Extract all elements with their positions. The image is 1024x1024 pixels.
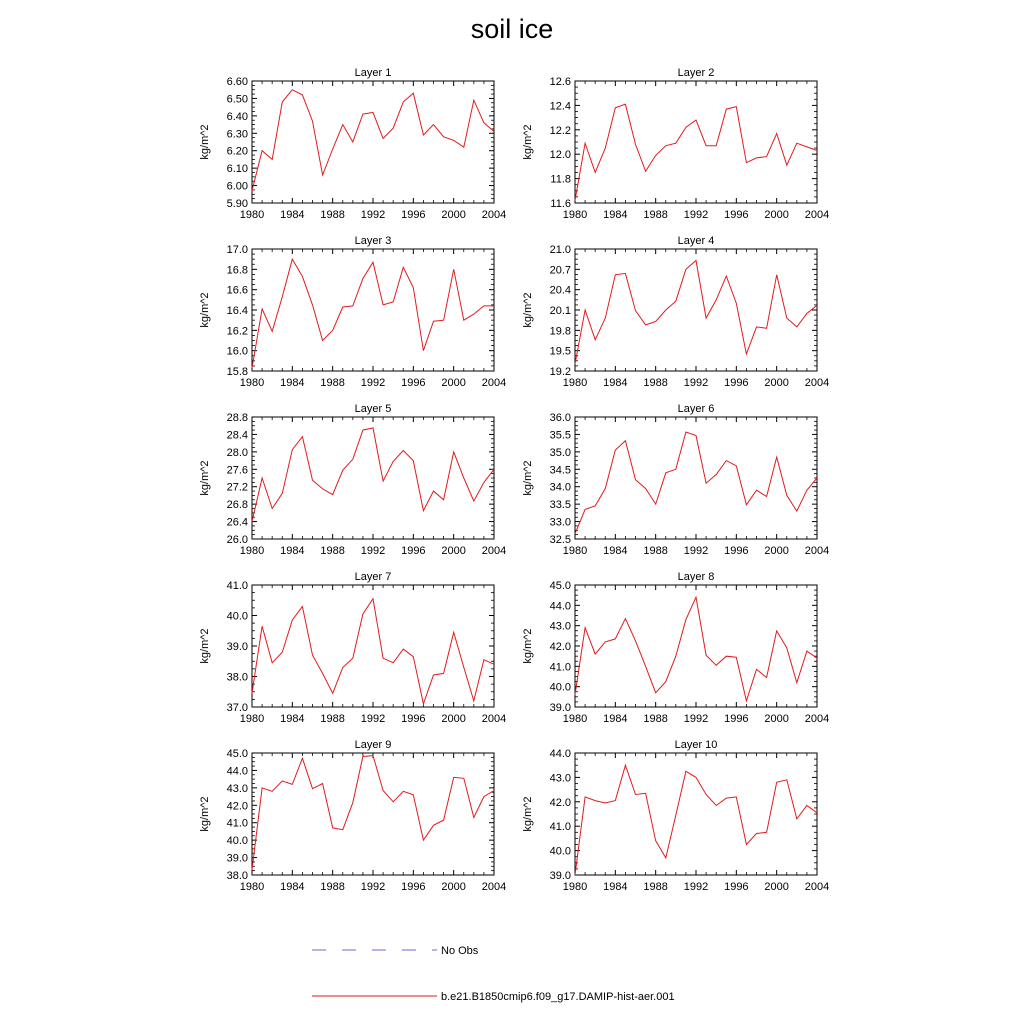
y-tick-label: 6.40 <box>226 110 248 123</box>
x-tick-label: 1984 <box>280 881 305 893</box>
x-tick-label: 1996 <box>724 377 749 389</box>
x-tick-label: 1984 <box>280 545 305 557</box>
x-tick-label: 1992 <box>683 881 709 893</box>
y-tick-label: 5.90 <box>226 198 248 210</box>
series-line <box>252 90 494 191</box>
x-tick-label: 1984 <box>603 377 628 389</box>
y-tick-label: 45.0 <box>549 580 571 592</box>
y-tick-label: 34.0 <box>549 481 571 494</box>
y-tick-label: 21.0 <box>549 244 571 256</box>
x-tick-label: 1988 <box>320 713 345 725</box>
y-tick-label: 41.0 <box>549 661 571 674</box>
y-tick-label: 6.50 <box>226 93 248 106</box>
y-tick-label: 35.0 <box>549 446 571 459</box>
panel-layer-5 <box>199 403 506 557</box>
series-line <box>252 259 494 368</box>
panel-title: Layer 10 <box>674 739 718 751</box>
plot-frame <box>575 585 817 707</box>
x-tick-label: 1996 <box>724 209 749 221</box>
plot-frame <box>575 753 817 875</box>
y-tick-label: 6.10 <box>226 163 248 176</box>
y-tick-label: 40.0 <box>549 681 571 694</box>
y-tick-label: 42.0 <box>549 641 571 653</box>
y-tick-label: 16.0 <box>226 345 248 358</box>
y-tick-label: 28.0 <box>226 446 248 459</box>
y-axis-label: kg/m^2 <box>199 460 211 496</box>
panel-title: Layer 2 <box>677 67 715 79</box>
x-tick-label: 1980 <box>239 881 265 893</box>
x-tick-label: 1996 <box>401 881 426 893</box>
x-tick-label: 1996 <box>401 209 426 221</box>
y-tick-label: 42.0 <box>226 800 248 813</box>
y-tick-label: 12.4 <box>549 100 571 113</box>
y-tick-label: 20.7 <box>549 264 571 277</box>
x-tick-label: 1988 <box>320 545 345 557</box>
x-tick-label: 1988 <box>320 377 345 389</box>
plot-frame <box>252 249 494 371</box>
y-tick-label: 39.0 <box>549 702 571 714</box>
y-tick-label: 15.8 <box>226 366 248 378</box>
y-tick-label: 41.0 <box>549 821 571 834</box>
x-tick-label: 1992 <box>360 377 386 389</box>
panel-layer-9 <box>199 739 506 893</box>
y-tick-label: 33.0 <box>549 516 571 529</box>
y-tick-label: 28.8 <box>226 412 248 424</box>
y-tick-label: 40.0 <box>549 845 571 858</box>
x-tick-label: 1984 <box>603 881 628 893</box>
x-tick-label: 1992 <box>683 209 709 221</box>
y-tick-label: 41.0 <box>226 580 248 592</box>
y-tick-label: 16.4 <box>226 305 248 317</box>
y-axis-label: kg/m^2 <box>199 796 211 832</box>
x-tick-label: 1996 <box>724 713 749 725</box>
y-tick-label: 19.8 <box>549 325 571 338</box>
x-tick-label: 1988 <box>643 209 668 221</box>
panel-layer-6 <box>522 403 829 557</box>
panel-layer-10 <box>522 739 829 893</box>
y-tick-label: 19.2 <box>549 366 571 378</box>
y-tick-label: 41.0 <box>226 817 248 830</box>
x-tick-label: 1980 <box>562 377 588 389</box>
x-tick-label: 1980 <box>562 209 588 221</box>
x-tick-label: 2004 <box>804 545 830 557</box>
y-tick-label: 12.0 <box>549 149 571 162</box>
panel-layer-4 <box>522 235 829 389</box>
series-line <box>575 597 817 701</box>
y-tick-label: 39.0 <box>226 641 248 653</box>
y-tick-label: 26.4 <box>226 516 248 529</box>
y-tick-label: 38.0 <box>226 870 248 882</box>
y-tick-label: 6.60 <box>226 76 248 88</box>
panel-layer-7 <box>199 571 506 725</box>
series-line <box>252 599 494 704</box>
legend-label-model: b.e21.B1850cmip6.f09_g17.DAMIP-hist-aer.001 <box>441 991 675 1003</box>
y-tick-label: 45.0 <box>226 748 248 760</box>
x-tick-label: 2000 <box>764 377 789 389</box>
x-tick-label: 1996 <box>724 545 749 557</box>
x-tick-label: 2000 <box>764 209 789 221</box>
x-tick-label: 1984 <box>280 713 305 725</box>
y-tick-label: 17.0 <box>226 244 248 256</box>
x-tick-label: 1992 <box>683 545 709 557</box>
series-line <box>252 756 494 870</box>
series-line <box>575 261 817 365</box>
y-tick-label: 36.0 <box>549 412 571 424</box>
x-tick-label: 2000 <box>764 713 789 725</box>
series-line <box>575 104 817 200</box>
y-tick-label: 11.6 <box>550 198 571 210</box>
panel-title: Layer 1 <box>354 67 392 79</box>
x-tick-label: 1988 <box>320 881 345 893</box>
x-tick-label: 2004 <box>481 209 507 221</box>
x-tick-label: 1988 <box>643 545 668 557</box>
x-tick-label: 1984 <box>280 209 305 221</box>
x-tick-label: 2004 <box>804 209 830 221</box>
y-tick-label: 35.5 <box>549 429 571 442</box>
x-tick-label: 2004 <box>481 713 507 725</box>
y-tick-label: 26.0 <box>226 534 248 546</box>
x-tick-label: 1988 <box>643 377 668 389</box>
panel-title: Layer 5 <box>354 403 392 415</box>
y-tick-label: 44.0 <box>226 765 248 778</box>
y-tick-label: 40.0 <box>226 835 248 848</box>
y-tick-label: 6.20 <box>226 145 248 158</box>
x-tick-label: 1988 <box>320 209 345 221</box>
y-tick-label: 16.2 <box>226 325 248 338</box>
y-axis-label: kg/m^2 <box>199 628 211 664</box>
x-tick-label: 1984 <box>603 713 628 725</box>
x-tick-label: 1980 <box>239 545 265 557</box>
y-tick-label: 12.6 <box>549 76 571 88</box>
x-tick-label: 1980 <box>562 713 588 725</box>
panel-title: Layer 3 <box>354 235 392 247</box>
x-tick-label: 1992 <box>360 713 386 725</box>
panel-title: Layer 4 <box>677 235 715 247</box>
panel-title: Layer 9 <box>354 739 392 751</box>
x-tick-label: 1980 <box>239 377 265 389</box>
y-tick-label: 16.6 <box>226 284 248 297</box>
panel-layer-3 <box>199 235 506 389</box>
plot-frame <box>575 81 817 203</box>
legend <box>312 945 675 1003</box>
plot-frame <box>252 753 494 875</box>
x-tick-label: 1996 <box>401 713 426 725</box>
x-tick-label: 1984 <box>603 545 628 557</box>
y-tick-label: 43.0 <box>549 620 571 633</box>
x-tick-label: 2004 <box>804 881 830 893</box>
series-line <box>252 428 494 522</box>
y-tick-label: 33.5 <box>549 499 571 512</box>
x-tick-label: 1996 <box>724 881 749 893</box>
y-tick-label: 27.2 <box>226 481 248 494</box>
panel-title: Layer 7 <box>354 571 392 583</box>
x-tick-label: 2000 <box>441 377 466 389</box>
x-tick-label: 1980 <box>239 713 265 725</box>
y-tick-label: 16.8 <box>226 264 248 277</box>
y-tick-label: 43.0 <box>549 772 571 785</box>
y-axis-label: kg/m^2 <box>522 796 534 832</box>
x-tick-label: 2004 <box>481 545 507 557</box>
x-tick-label: 2004 <box>481 377 507 389</box>
y-tick-label: 32.5 <box>549 534 571 546</box>
x-tick-label: 1984 <box>280 377 305 389</box>
y-tick-label: 39.0 <box>549 870 571 882</box>
x-tick-label: 1992 <box>360 209 386 221</box>
y-tick-label: 20.4 <box>549 284 571 297</box>
y-tick-label: 6.00 <box>226 180 248 193</box>
series-line <box>575 432 817 534</box>
y-tick-label: 26.8 <box>226 499 248 512</box>
legend-label-no-obs: No Obs <box>441 945 479 957</box>
y-tick-label: 28.4 <box>226 429 248 442</box>
y-axis-label: kg/m^2 <box>522 460 534 496</box>
y-tick-label: 40.0 <box>226 610 248 623</box>
x-tick-label: 2000 <box>441 545 466 557</box>
panel-layer-1 <box>199 67 506 221</box>
y-tick-label: 44.0 <box>549 600 571 613</box>
x-tick-label: 2000 <box>441 881 466 893</box>
y-axis-label: kg/m^2 <box>199 124 211 160</box>
y-axis-label: kg/m^2 <box>522 292 534 328</box>
x-tick-label: 1988 <box>643 881 668 893</box>
y-tick-label: 43.0 <box>226 782 248 795</box>
x-tick-label: 1992 <box>683 377 709 389</box>
y-tick-label: 42.0 <box>549 796 571 809</box>
y-tick-label: 44.0 <box>549 748 571 760</box>
x-tick-label: 2000 <box>441 713 466 725</box>
panel-layer-8 <box>522 571 829 725</box>
series-line <box>575 765 817 875</box>
y-tick-label: 34.5 <box>549 464 571 477</box>
y-tick-label: 38.0 <box>226 671 248 684</box>
x-tick-label: 1980 <box>562 545 588 557</box>
panel-layer-2 <box>522 67 829 221</box>
x-tick-label: 1984 <box>603 209 628 221</box>
x-tick-label: 2004 <box>804 377 830 389</box>
x-tick-label: 2000 <box>441 209 466 221</box>
y-tick-label: 39.0 <box>226 852 248 865</box>
y-axis-label: kg/m^2 <box>522 124 534 160</box>
x-tick-label: 1992 <box>360 881 386 893</box>
y-axis-label: kg/m^2 <box>522 628 534 664</box>
x-tick-label: 1980 <box>562 881 588 893</box>
y-axis-label: kg/m^2 <box>199 292 211 328</box>
plot-frame <box>575 249 817 371</box>
panel-title: Layer 8 <box>677 571 715 583</box>
x-tick-label: 1992 <box>683 713 709 725</box>
x-tick-label: 1996 <box>401 545 426 557</box>
x-tick-label: 2004 <box>804 713 830 725</box>
panel-title: Layer 6 <box>677 403 715 415</box>
y-tick-label: 19.5 <box>549 345 571 358</box>
x-tick-label: 2000 <box>764 545 789 557</box>
y-tick-label: 37.0 <box>226 702 248 714</box>
plot-frame <box>252 81 494 203</box>
y-tick-label: 20.1 <box>549 305 571 317</box>
plot-frame <box>252 417 494 539</box>
x-tick-label: 1992 <box>360 545 386 557</box>
y-tick-label: 6.30 <box>226 128 248 141</box>
x-tick-label: 2004 <box>481 881 507 893</box>
x-tick-label: 1988 <box>643 713 668 725</box>
x-tick-label: 2000 <box>764 881 789 893</box>
page-title: soil ice <box>470 14 554 44</box>
y-tick-label: 12.2 <box>549 124 571 137</box>
x-tick-label: 1996 <box>401 377 426 389</box>
y-tick-label: 11.8 <box>550 173 571 186</box>
y-tick-label: 27.6 <box>226 464 248 477</box>
x-tick-label: 1980 <box>239 209 265 221</box>
